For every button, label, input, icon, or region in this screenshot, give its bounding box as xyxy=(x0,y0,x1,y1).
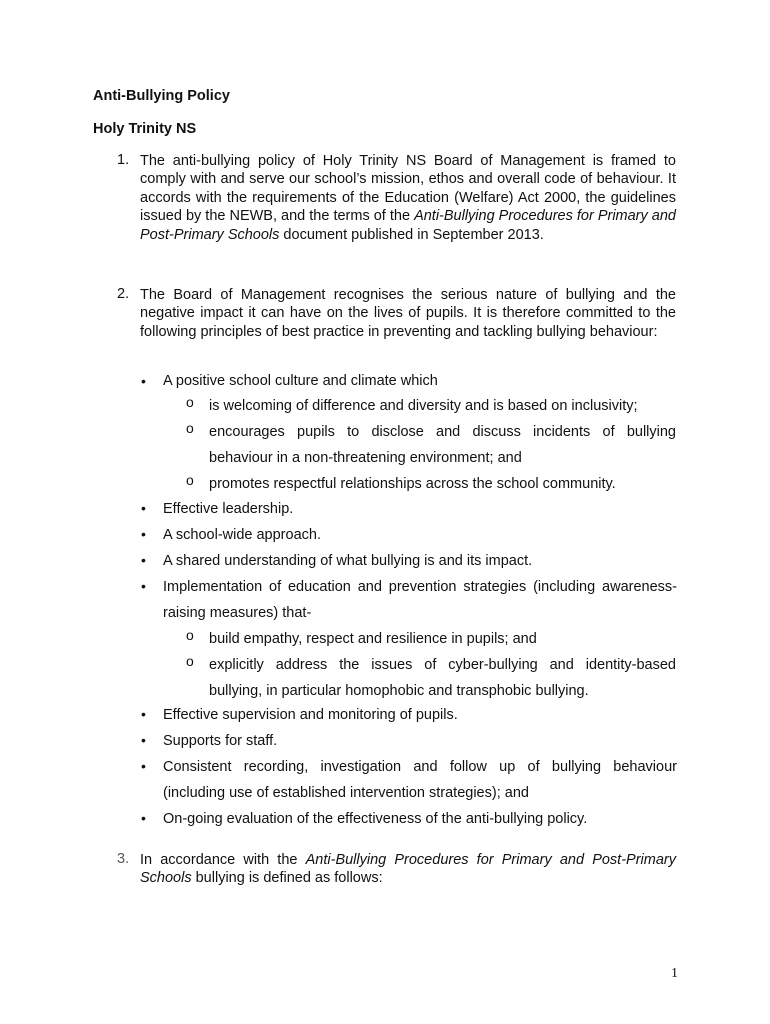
section-paragraph xyxy=(140,152,676,244)
school-name: Holy Trinity NS xyxy=(93,121,197,137)
section-paragraph: The Board of Management recognises the serious nature of bullying and the negative impact it can have on the lives of pupils. It is therefore committed to the following principles of best practice in preventing and tackling bullying behaviour: xyxy=(140,287,676,340)
document-title-italic: Anti-Bullying Procedures for Primary and Post-Primary Schools xyxy=(140,852,676,887)
list-item: On-going evaluation of the effectiveness of the anti-bullying policy. xyxy=(163,811,588,827)
list-item: Consistent recording, investigation and follow up of bullying behaviour (including use of established intervention strategies); and xyxy=(163,759,677,801)
section-number: 2. xyxy=(117,286,130,302)
list-item: Effective supervision and monitoring of pupils. xyxy=(163,707,458,723)
sub-list-item: build empathy, respect and resilience in pupils; and xyxy=(209,631,537,647)
paragraph-text: The anti-bullying policy of Holy Trinity NS Board of Management is framed to comply with and serve our school’s mission, ethos and overall code of behaviour. It accords with the requirements of the Education (Welfare) Act 2000, the guidelines issued by the NEWB, and the terms of the xyxy=(140,153,676,225)
list-item: Implementation of education and prevention strategies (including awareness-raising measures) that- xyxy=(163,579,677,621)
sub-list-item: explicitly address the issues of cyber-bullying and identity-based bullying, in particular homophobic and transphobic bullying. xyxy=(209,657,676,699)
bullet-marker: • xyxy=(141,526,146,542)
sub-list-item: promotes respectful relationships across the school community. xyxy=(209,476,616,492)
sub-bullet-marker: o xyxy=(186,472,194,488)
sub-list-item: is welcoming of difference and diversity and is based on inclusivity; xyxy=(209,398,638,414)
list-item: Effective leadership. xyxy=(163,501,294,517)
page-title: Anti-Bullying Policy xyxy=(93,88,230,104)
sub-bullet-marker: o xyxy=(186,394,194,410)
list-item: A shared understanding of what bullying is and its impact. xyxy=(163,553,533,569)
paragraph-text: document published in September 2013. xyxy=(279,226,544,243)
list-item: Supports for staff. xyxy=(163,733,278,749)
bullet-marker: • xyxy=(141,758,146,774)
paragraph-text: bullying is defined as follows: xyxy=(191,870,383,887)
section-paragraph xyxy=(140,851,676,888)
bullet-marker: • xyxy=(141,810,146,826)
bullet-marker: • xyxy=(141,373,146,389)
list-item: A school-wide approach. xyxy=(163,527,321,543)
sub-bullet-marker: o xyxy=(186,653,194,669)
section-number: 3. xyxy=(117,851,130,867)
bullet-marker: • xyxy=(141,732,146,748)
sub-bullet-marker: o xyxy=(186,420,194,436)
bullet-marker: • xyxy=(141,578,146,594)
sub-list-item: encourages pupils to disclose and discuss incidents of bullying behaviour in a non-threatening environment; and xyxy=(209,424,676,466)
document-title-italic: Anti-Bullying Procedures for Primary and Post-Primary Schools xyxy=(140,208,676,243)
page-number: 1 xyxy=(671,966,678,981)
bullet-marker: • xyxy=(141,552,146,568)
sub-bullet-marker: o xyxy=(186,627,194,643)
paragraph-text: In accordance with the xyxy=(140,852,306,868)
section-number: 1. xyxy=(117,152,130,168)
bullet-marker: • xyxy=(141,500,146,516)
bullet-marker: • xyxy=(141,706,146,722)
list-item: A positive school culture and climate which xyxy=(163,373,438,389)
